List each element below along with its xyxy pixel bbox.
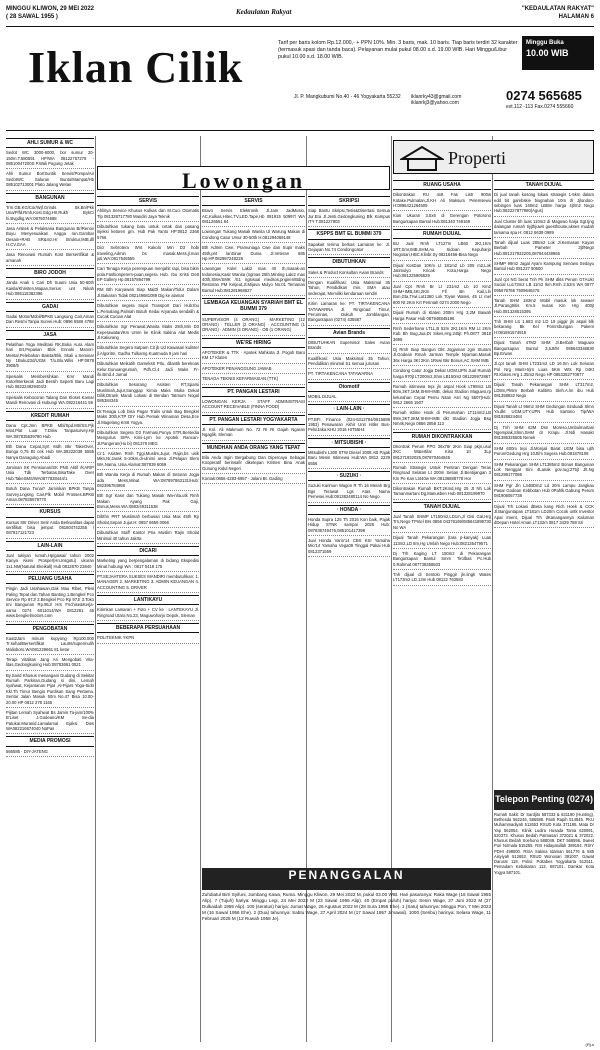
classified-ad: Tanah SHM 183m2 Mobil masuk lok sewaer Jl.Parangtritis Km.5 nusas Km Hrg 400jt Hub.081328515395 (494, 298, 594, 317)
classified-ad: Dijual Tanah 47M2 SHM Jl.Berbah Maguwo Banguntapan Bantul 3,5Jt/M 085643346830 Bp.Erwan (494, 340, 594, 359)
classified-ad: SUPERVISOR (4 ORANG) · MARKETING (12 ORANG) · TELLER (2 ORANG) · ACCOUNTING (1 ORANG) · ADMIN (3 ORANG) · OB (1 ORANG) (202, 317, 305, 336)
classified-ad: Jasa Renovasi Rumah Kost Bersertifikat & amanah (6, 252, 94, 266)
telepon-title: Telepon Penting (495, 794, 565, 804)
header-date: MINGGU KLIWON, 29 MEI 2022 (6, 6, 95, 12)
category-heading: LANTIKAYU (97, 595, 199, 605)
classified-ad: Kuat2Jam minum kopyong Rp100.000 Tr.sehat/Bersertifikat Lautrs/supermulih Malioboro.WA081229661 81 ketar (6, 636, 94, 655)
category-heading: RUMAH DIKONTRAKKAN (393, 432, 491, 442)
classified-ad: Cr:1 Asisten Rmh Tggi,Muslim,Jujur, Rajin,bs usik Mkn,Nr,Jarak 5-10km,di-ulnimi area Jl.Pelajan Slem WA.Nama. Usia Alamat:087839 6059 (97, 451, 199, 470)
category-heading: LAIN-LAIN (6, 541, 94, 551)
category-heading: PELUANG USAHA (6, 574, 94, 584)
classified-ad: Jual cpt NG berat Tnh Pk SHM dkts Perum GTAUkr Sucial Lu173m2 LB 11m2 Ikm.Rmh 2.52m WA 0877 095676768 7509646476 (494, 277, 594, 296)
banner-rule (6, 130, 594, 131)
classified-ad: Dkontrak Perum PPG 36x78r 2Km Siap pkjn,usul 2KC Watertilar Kisa 1Ir 3Lp 081271932025,087870464845 (393, 444, 491, 463)
classified-ad: Marketing yang berpengalaman di bidang Ekspedisi Minat hubungi WA : 0817 0418 175 (97, 558, 199, 572)
classified-ad: Rumah Strategis Untuk Pentiran Dengan Teras Ringroad Selatan Lt 200m Setian Jl.Bentijangan 3 Km Pe Kan Lt440w WA 08136888778 Hor (393, 465, 491, 484)
category-heading: · SUZUKI · (308, 471, 390, 481)
classified-ad: Jasa Arsitek & Pelaksana Bangunan Br/Renov Buyu Menyesuaikan Angga ran.Gambar Desain+RAB SR&mz.Hr Struktur,IMB,dll H.CV.GAA (6, 226, 94, 251)
header-right-block (522, 6, 594, 21)
classified-ad: Dibutuhkan Segera Satpam Cit jb Ud Kawasan kulinter jl.Algoritm, Gadha Tulkarng Kuatmuda 9 jam hari (97, 345, 199, 359)
classified-ad: Tanah dijual Luas 285m2 Lok Jl.Kemasan Kayan Berbah Pameter 3jt/Nego Hub:081217932205,087844439965 (494, 240, 594, 259)
house-icon (400, 145, 444, 171)
footer-mark: (Rj-s (585, 1042, 594, 1047)
classified-ad: SHM Pekarangan SHM LT1385m2 Bonus Bangunan Lok Nenggar Sini 4Lanak gov.rug:275jt Jlt.Ng 081298177086 (494, 462, 594, 481)
category-heading: · LAIN-LAIN · (308, 404, 390, 414)
classified-ad: Kirimkan Lamaran + Foto + CV ke : LANTEKAYU Jl. Ringroad Utara No.23, Maguwoharjo Depok, Sleman (97, 607, 199, 621)
category-heading: DICARI (97, 546, 199, 556)
classified-ad: Ahli Sumur Bor/Suntik Servis/Pompa/Air SedotWC Saluran Buntu/Mampat/Hb 085102713001 Plato Jalang Wetan (6, 171, 94, 190)
category-heading: TANAH DIJUAL (393, 502, 491, 512)
classified-ad: LOWONGAN KERJA · STAFF ADMINISTRASI ACCOUNT RECEIVABLE (FINNA FOOD) (202, 399, 305, 413)
column-2 (97, 194, 199, 1042)
office-address: Jl. P. Mangkubumi No.40 - 46 Yogyakarta 55232 (294, 94, 401, 100)
category-heading: WE'RE HIRING (202, 338, 305, 348)
classified-ad: Bth Sgr Kasir dan Tukang Masak Wa-nita.utk Rmh Makan Ayang Pak Gaji, Bonus,Mess.WA:0882/49311538 (97, 493, 199, 512)
classified-ad: Dana Cpt.Jmn BPKB Mbl/Spd.Mtr/SS.Pjk telat,Plat Luar T.Diriw Tanpasurvey.Hp WA:087835639780 Hub (6, 423, 94, 442)
classified-ad: PT.SEJAHTERA SUKSES MANDIRI membutuhkan: 1. MANAGER 2. MARKETING 3. ADMIN KEUANGAN 4. ACCOUNTING 5. DRIVER (97, 574, 199, 593)
classified-ad: Suzuki Karimun Wagon R Th 16 Merah Brg Bgs Terawat Lgs Atas Nama Pemesei.Hub:081382480114 No Nego (308, 483, 390, 502)
classified-ad: Dibutuhkan Staff Kantor Pria Muslim Rajin Sholat Minimal 40 tahun Jakrta (97, 530, 199, 544)
category-heading: · HONDA · (308, 505, 390, 515)
classified-ad: Di jual tanah kosong lokasi strategis 1-5km dalam edd bit garebskie biognahan 10m dr Jjlondoo-sebingen luas 148m2 LBBm harga 4jt/m2 Nego Hub:082227877980(Agus) (494, 192, 594, 217)
classified-ad: Dibutuhkan Sesorang Asisten RT,Sparsi Muslimah,Jujur,Sanggap Kimia Maks Muka Dekat Dilik,Dtrank Mandi Lokasi di Bendan Tatmum Nogal 085384345 (97, 382, 199, 407)
classified-ad: Lowongan Tukang Masak Wanita Ul Warung Makan di Condong Catur Umur 30-50th H.081294069148 (202, 229, 305, 243)
classified-ad: Cari Tenaga Kerja perempuan menjahit rapi, bisa bikin pola.Fashionperem-puan,segera Hub. Ibu Kristi Dett EP Gallery Hp.08157884799 (97, 266, 199, 285)
email-yahoo: iklanrkj3@yahoo.com (411, 100, 459, 107)
email-gmail: iklanrky43@gmail.com (411, 94, 462, 100)
classified-ad: Dikontrakan RU 4x8 Fas Listr 900w Kotake.Pulmatan,Jl.KH Ali Maksum Pelemsewu H:0896421264509 (393, 192, 491, 211)
telepon-penting-banner (494, 790, 594, 810)
category-heading: SERVIS (202, 196, 305, 206)
category-heading: BEBERAPA PERSUAHAAN (97, 623, 199, 633)
classified-ad: Bth Wanita Kerja di Rumah Makan di Seturan Jogja ada Mess,Minat WA:087897863131/Hub: 082395784958 (97, 472, 199, 491)
classified-ad: Tnh SHM LS 1.683 m2 LD 19 piggir jln aspal blk bekarang Bk Kel Pomrsbungan Pakem H:081891574919 (494, 319, 594, 338)
category-heading: TANAH DIJUAL (494, 180, 594, 190)
classified-ad: Sedot WC 3000-6000, bor sumur 20-150m.T.580591 HP/WA 08122757279 - 08510047200S P.Wali Pogung Jetak (6, 150, 94, 169)
classified-ad: Dr.Tenaga Lob bisa Pagar Tralis untuk Bag Bengkel Maks 30th,KTP DIY Hub Pemak Winaman Desa,Ece Jl.Magelang Km8 Yogya. (97, 409, 199, 428)
category-heading: RUANG USAHA (393, 180, 491, 190)
category-heading: RUMAH DIJUAL (393, 229, 491, 239)
classified-ad: Rmh Sederhana LT1L,B 52m 2Kt,1Km RM Lt 2Km Kab Bh Bug,Jua,Dt Sikes,Hrg.245jt Ph.0877 3818 3699 (393, 326, 491, 345)
category-heading: JASA (6, 330, 94, 340)
classified-ad: Trm.GB.KG/Cor/Wjf.Grinds Sk.Bn/Pkk Una/Plfd.Rmh,Kost.Gdg.HII,Rukh BykCi hi.Bvgdkg.WA:0875074688 (6, 205, 94, 224)
classified-ad: BU Jual Rmh LT127m LB60 2Kt,1Km 1RT,Smr,IMB,SHM,Ax Sidoan Kepuharjo Nogosari,HBC.Klinbr.Sy 08216456-Bisa Nego (393, 241, 491, 260)
classified-ad: MOBIL DIJUAL (308, 394, 390, 402)
classified-ad: Dibutuhkan Sgr Perawat,Wanita Maks 25th,Min D3 Keperawatan/Km Umm ke Klinik Sakina Alat Medis Jl.Kaliurang (97, 324, 199, 343)
classified-ad: Dijual KosDan 10Km Lt 181m2 Lb 205 m2,Lok Jatimulyo Kricak Kota,Harga Nego Hub:081225905529 (393, 263, 491, 282)
classified-ad: Dijual Tanah Lt 95m2 SHM Gedongan Sinduadi Slmn Ya.dkt UGM,UTY,UPN Hub Sartono Tip/WA 081928624484 (494, 404, 594, 423)
classified-ad: Spesialis Kebocoran Talang Dan Kloset Kamar Mandi Renovasi di Hubungi WA.082216441 56 (6, 395, 94, 409)
classified-ad: Lowongan Kolel Laki2 mas 40 th,masak-an Indonesia,Kasir Wanita (ngmas 25th,Minting Laki2 max 40th,SMA/SMK /S1 ngsisual medsos,pngiren/Bdng Restoran PM Ketjeut,Jl.Mijava Mulyo No.01 Temanan Bantul Hub:081281968627 (202, 266, 305, 296)
classified-ad: Tnh dijual di Sentolo Pinggir jln.lingk Wates LT173m2 LD.13m Hub 08122 763583 (393, 572, 491, 586)
classified-ad: APOTEKER PENANGGUNG JAWAB (202, 366, 305, 374)
classified-ad: Sapakait terima berkas Lamaran ke: Jl. Gejayan No.74 Condongcatur (308, 242, 390, 256)
classified-ad: Dj Trh Kaging LT 150m2 di Pekarangan Banguntapan Bantul Smrn Tirolbas Pc.Hub 0.Rahmat 087738358503 (393, 551, 491, 570)
page-header (6, 4, 594, 24)
phone-number: 0274 565685 (506, 88, 582, 103)
classified-ad: By.Saird Khusus menangani Gudang di Sekitar Rumah Parkiran,Gudang si dini, Lemah syahwat, Kejantanan Pijat ,Al-Pijars Yoga-Sido Kkl.Th Timur Bengio Purdisan Sang Pertama, Sentar Jalan Masuk 50m No.47 Bisa 10.00-20.00 HP 0812 278 1165 (6, 673, 94, 708)
classified-ad: Dibutuhkan Meikatih GameksS Prlu, dilantik berekoas Kelur.Gunuangrumah, Pdh.Cl.4 Jadi Maks Fr-ihi.Bmd.4 Jurnal (97, 361, 199, 380)
classified-ad: Dengan Kualifikasi: Usia Maksimal 35 Tahun, Pendidikan min. SMA atau sederajat, Memiliki kendaraan sendiri (308, 280, 390, 299)
category-heading: PENGOBATAN (6, 624, 94, 634)
category-heading: BIRO JODOH (6, 268, 94, 278)
column-6 (494, 178, 594, 786)
classified-ad: Kirim Lamaran ke: PT. TIRTAKENCANA TATAWARNA Jl. Ringroad Timur, Perumnas, Dukuh Jomblangan, Banguntapan (0274) 435587 (308, 301, 390, 326)
category-heading: SERVIS (97, 196, 199, 206)
classified-ad: Gadai Motor/Mobil/BPKB Langsung Cair,Aman Dan Resmi Tanpa Survei.Hub: 0896 5586 4788 (6, 314, 94, 328)
classified-ad: Jual tukiyan rumah,Hp/gawai/ tahun 2002 Kanya Akeni Prosper(Hn.Insgotu) ukuran 1x1.NM(Natural Ekeikall) Hub 0812870 23840 (6, 553, 94, 572)
classified-ad: 566585 · DIY-JATENG (6, 749, 94, 757)
classified-ad: Kualifikasi: Usia Maksimal 35 Tahun, Pendidikan minimal S1 semua jurusan (308, 356, 390, 370)
category-heading: GADAI (6, 302, 94, 312)
classified-ad: APOTEKER & TTK · Apotek Mahkota Jl. Pogoh Baru KM 17 Klaten (202, 350, 305, 364)
classified-ad: Dijual Tanah Pekarangan SHM LT317m2, LD8m,Pk5m Berbah Kalitirto Sleh.A.lm ibu Hub 081358832 Nego (494, 382, 594, 401)
opening-hours-day: Minggu Buka (526, 40, 564, 46)
email-block (411, 94, 461, 107)
classified-ad: Dibutuhkan tukang batu untuk cetak dan pasang injeksi ketoren grn. Hub Pak Yanto HP:0812 2368 5766 (97, 224, 199, 243)
category-heading: MUNDHAN ANDA ORANG YANG TEPAT (202, 443, 305, 453)
column-3 (202, 194, 305, 864)
classified-ad: Kontak:0856-4283-6957 - Jalani Bt. Gading (202, 476, 305, 484)
classified-ad: Pijitan Lemah Syahwat Bs Jamin Ta-jam/100% B'Liset J.Godeano/KM Se-dia Patukar.Muranid.Lamalamal Ejaksi Dies WA082216674040 NoPas (6, 710, 94, 735)
classified-ad: Rumah istime Hook di Perumahan LT114m2,LB 89m,3KT,2KM,SHM+IMB dkt Stadion Jogja Bsq Nm4k,Nego 0856 2856 113 (393, 410, 491, 429)
category-heading: BANGUNAN (6, 193, 94, 203)
classified-ad: Jl.cpt tanah SHM LT231m2 LD 16.0m Lok Seluran Pol Nrg Mant+trjrn Luas 5Km Wts Rp 04Kt Rt.Klaten.Hrg 1.35m2 Nego HP 0853282770877 (494, 361, 594, 380)
lowongan-banner: Lowongan (97, 166, 390, 190)
classified-ad: Siap Bantu Skripsi,Tesis&Disertasi Semua Jur.Era Jl.Jenti.Gedongkuning Blk Kampus ITY T.081227803 (308, 208, 390, 227)
column-5 (393, 178, 491, 864)
classified-ad: Jual Honda Vario'14 CBS KSI Yamaha Mio'14 Yamaha Vega09 Tinggal Pakai Hub 0812371559 (308, 538, 390, 557)
opening-hours-box (522, 36, 594, 70)
category-heading: KREDIT RUMAH (6, 411, 94, 421)
category-heading: DIBUTUHKAN (308, 257, 390, 267)
classified-ad: Mitsubishi L300 STW Diesel 2008 AB Pajak Baru Mesin Istimewa Hub:WA 0812 2229 6556 (308, 450, 390, 469)
penanggalan-banner: PENANGGALAN (202, 868, 491, 890)
masthead-logo: Kedaulatan Rakyat (236, 8, 292, 16)
classified-ad: Spesialis Membersihkan Kmr Mandi Kotor/Berkerak Jadi Bersih Seperti Baru Lagi Hub 082224829404/3 (6, 374, 94, 393)
classified-ad: Janda Anak 1 Cari Dh Suami Usia 50-60th Kaisla/Khristen,Mapan,Serius unt Nikah Hub:085115382396 (6, 280, 94, 299)
phone-extension: ext.112 -113 Fax.0274 555660 (506, 104, 574, 110)
telepon-code: (0274) (566, 794, 593, 804)
classified-ad: DIBUTUHKAN Supervisor Sales Avian Brands (308, 340, 390, 354)
classified-ad: Jual Cpt Rmh Br Lt 231m2 Lb 10 Km2 SHM+IMB,4Kt,2Km Fll Bn Kail,Lln Bon,Gta,Trwi.Lut1360 Lok Toyan Wates, 45 Lt mel 800 Nt 2Km Krt Perintah 0274 2000 Nego (393, 284, 491, 309)
category-heading: AHLI SUMUR & WC (6, 138, 94, 148)
classified-ad: Bila Anda Ingin Bergabung Dan Dipercaya Sebagai Kooperatif berinsafir diketepan Kristen Bina Anak Gunung Kidul Negeri (202, 455, 305, 474)
column-divider (492, 136, 493, 1042)
classified-ad: Kursus Sttr Driver Setir Anda Berkwalitas dapat sertifikat bisa jemput 081804742255 / 087817121723 (6, 520, 94, 539)
tarif-info: Tarif per baris kolom Rp.12.000,- + PPN 10%. Min. 3 baris, mak. 10 baris. Tiap baris terdiri 32 karakter (termasuk spasi dan tanda baca). Pelayanan mulai pukul 08.00 s.d. 19.00 WIB. Hari Minggu/Libur pukul 10.00 s.d. 18.00 WIB. (278, 40, 518, 61)
category-heading: MEDIA PROMOSI (6, 736, 94, 746)
opening-hours-time: 10.00 WIB (526, 47, 569, 58)
column-1 (6, 136, 94, 1042)
column-4 (308, 194, 390, 864)
classified-ad: Bth Admin Cwe, Pramuniaga Cwe dan Supir maks 45th,pnt lanSinar Dunia Jl.Veteran 685 Hp.HP.082997248228 (202, 245, 305, 264)
classified-ad: Jual Tanah SHMP LT150m2,LD1m,Jl Gisi Gal,Hrg Trn,Nego TPntel Brs 0856 04376169/085641899730 No WA (393, 514, 491, 533)
classified-ad: Bth Dana Cepat,Syrt Mdh Bkr TakeOver, Bunga 0,75 Bt cek Hub WA:08222039 5555 Nanya Danagung Abadi (6, 444, 94, 463)
classified-ad: PT.BFI Finance (024-6312784/0815889 1953) Penawaran Akhir Unit Hitler Bus-Pels/Jaka KHU 2016 HIT55H4 (308, 417, 390, 436)
header-paper-name: "KEDAULATAN RAKYAT" (521, 6, 594, 12)
section-title: Iklan Cilik (28, 43, 244, 92)
top-strip (97, 136, 390, 164)
classified-ad: Dikontrakan Rumah BKT,2Kmd,Hrg 25 Jt Nh Lok Tamanmartani Dg,Manusben Hub 081328199970 (393, 486, 491, 500)
penanggalan-text: Zuhdiatul Birri Syifuni, Jumbang Kawa, Ruma. Minggu Kliwon, 29 Mei 2022 M, pukul 03.00 WIB. Hari pasaranya: Raka Wage (16 Sawal 1955 Alip). 7 (Tujuh) hariya: Minggu Legi, 24 Mei 2022 M (23 Sawal 1955 Alip). 40 (Empat puluh) hariya: Senin Wage, 27 Juni 2022 M (27 Dulkaidah 1955 Alip). 100 (seratus) hariya: Jumat Wage, 26 Agustus 2022 M (28 Sura 1956 Ehe). 1 (Satu) tahunnya: Minggu Pon, 7 Mei 2023 M (16 Sawal 1956 Ehe). 2 (Dua) tahunnya: Sabtu Wage, 27 April 2024 M (17 Sawal 1957 Jimawal). 1000 (Seribu) harinya: Selasa Wage, 11 Februari 2025 M (12 Ruwah 1958 Je). (202, 892, 491, 921)
classified-ad: Dijual Tanah Pekarangan (tara p-kanyak) Luas 113m2,LD 8m,Hg Umlah Nego Hub:082135479571 (393, 535, 491, 549)
category-heading: · MITSUBISHI · (308, 438, 390, 448)
iklan-cilik-banner (6, 32, 594, 122)
classified-ad: Dj Tnh SHM 63M Dsn Moreso,Umbulmartani Ngemplak,Slmn,SHM dr Krapu Jl.Ndi Hanakr 081386325505 Nenek (494, 425, 594, 444)
classified-ad: RM Bth Karyawati Siap MaiDl Makan/Tidur Dalam Jl.Bakaran Tidak 082149681089 Dig ke alamat (97, 287, 199, 301)
column-divider (95, 136, 96, 1042)
classified-ad: Condong Catur Jogja Dekat UGM,UPN Jual Rumah harga 970jt LT200m2,Shm LB150m2 081225972867 (393, 368, 491, 382)
properti-title: Properti (448, 148, 506, 168)
classified-ad: SHM Pgr Jln L44BDm2 Ld 20m Lampu Jangkau Pasar Godean Kebbotan Hub 0Pahlk.Gabung Perum 081906057738 (494, 483, 594, 502)
classified-ad: Honda Supra 125 Th 2016 Kon baik, Pajak Hidup STNK sampai 2026 Hub: 087838749476,085101417398 (308, 517, 390, 536)
category-heading: SKRIPSI (308, 196, 390, 206)
classified-ad: Terapi Vitalitas Jang Ari Mengobati Vita-litas,Gedongkuning Hub:08783661 0521 (6, 657, 94, 671)
classified-ad: Butuh Dana Tunai? Jaminkan BPKB Tanpa Survey.Lngsng Cair,Plk Mobil Prosses.BPKB Aman.087835579770 (6, 486, 94, 505)
classified-ad: Pingin Jadi Usahawan,Gak Mau Ribet, Plesi Paling Tepat dan Tahan Banting 1.Bengkel Pco Service Rp 97J/ 2.Bengkel Pco Rp 97J/ 3.Toko Imi Bangunan Rp.95J/ Hrs Fnchise&Kerja-sama 0274 6011014/WA 0812281 46 www.bengkelmotors.com (6, 586, 94, 621)
header-hijri: ( 28 SAWAL 1955 ) (6, 13, 58, 20)
category-heading: PT. PANGAN LESTARI (202, 387, 305, 397)
classified-ad: Pelatihan Yoga Meditasi RK,Buka Aura Alam hari Srt,Pepasan Blok Ennoki Manori-Mental,Pelebahan Baleta/Elik, Skali u.Seminar Ny 1Buku22d/UGM T/u.Blu.Wilis HP:0878 3908/5 (6, 342, 94, 372)
classified-ad: Dijual Trh Lokasi dBeta kang Rich Hoek & CCK Jl.Banguntapan LT181m LD20m Cocok untk Investor Apat Iment, Dijual Trh dKanangannya Kaluman dDepan Hotel Aman LT132m 0817 3429 788 Sri (494, 504, 594, 529)
classified-ad: SHMP 99m2 Jagal Ayam Kampung Senowo Sedayu Bantul Hub 081227 50600 (494, 261, 594, 275)
classified-ad: Dibutuhkan segera Supir Transport Dari Hub:Ibu L.Pemalang,Palmah Butuh Kedai Aryanuta sendalih & Cucak Cucian Alat (97, 303, 199, 322)
classified-ad: Dijual Rumah di Klaten 200m Hrg 3,2M Bawah Harga Pasar Hub 087948845196 (393, 310, 491, 324)
category-heading: KSPPS BMT EL BUMMI 379 (308, 229, 390, 239)
classified-ad: Kios Ukuran 3.5x6 di Gerengan Potorono Banguntapan Bantul Hub:081340 749169 (393, 213, 491, 227)
classified-ad: Dicr Sebrotera Wnt Kakolo Min D3 hobi traveling,Admin bs masak.Mess,jl.man juti,WA:0817546555 (97, 245, 199, 264)
classified-ad: Jaminan SK Pensiunan/SK PNS Aktif /KARIP Usia Tdk Terbatas,BisaTake Over Hub:TakeSMS/WA0877838444/1 (6, 465, 94, 484)
properti-banner (393, 140, 594, 174)
column-divider (200, 136, 201, 1042)
classified-ad: Jual Cluster bh luas 110m2 di Magowo harja Sgt.tjng dalangan rumah tiyjthjuwit guesthouse,akses mudah tamama spa H: 0812 6639 0989 (494, 219, 594, 238)
classified-ad: POLITEKNIK YKPN (97, 635, 199, 643)
classified-ad: Jl. Kol. Ali Makmum No. 72 RI RI Gajah Ngaran Ngaglik, Sleman (202, 427, 305, 441)
header-date-block (6, 6, 94, 21)
classified-ad: Ahliriya Service Khusus Kulkas dan M.Cuci Otomatis Tlp 081328717780 Mandiri Jaya Teknik (97, 208, 199, 222)
classified-ad: Dibutuhkan Segera D3 Farmasi,Punya STR,Bersedia Mengurus SIPA Kimi-Lyrn ke Apotek Rancan-Jl.Pangeran(Hu bi) 081376 MEG (97, 430, 199, 449)
classified-ad: TENAGA TEKNIS KEFARMASIAN (TTK) (202, 376, 305, 384)
telepon-penting-text: Rumah Sakit: Dr Sardjito 587333 & 631190 (Hunting), Bethesda 562246, 586688. Panti Rapih 514845. PKU Muhammadiyah 512653 RSUD Kota 371195. Mata Dr Yap 562054. Klinik Ludira Husada Tama 620091, 620373. Khusus Bedah Patmasari 372021 & 372022. Khusus Bedah Soehono 588049. DKT 566596. Sweet Puri Nirmala 515255. RSI Hidayatullah 389194. RSIY PDHI 498000. RSIA Sakina Idaman 561776 & 585 Aisyiyah 512653. RSUD Wonosari 391007. Gawat Darurat 118. Polisi: Poltabes Yogyakarta 512511. Pemadam Kebakaran 113, 587101. Damkar Kota Yogya 587101. (494, 812, 594, 875)
category-heading: LEMBAGA KEUANGAN SYARIAH BMT EL BUMMI 379 (202, 298, 305, 315)
category-heading: Otomotif (308, 382, 390, 392)
classified-ad: SHM 600m tepi Jl.Monjali Barat UGM bisa ujth Purun/Gedung Hrg 10Jt/m Segera Hub.081878108 (494, 446, 594, 460)
classified-ad: Dj Rmh Siap Bangun Dkt Jogjaman Jgni Sturam Jl.Godean Rmah Jarman Temple Nyaman,Masuk 36x Harga 3Kt 2Km 1Rswi Bkr Bonus,AC SHM IMB (393, 347, 491, 366)
classified-ad: Rumah istimewa tepi jln aspal Hook LT98m2 LB 80m,3KT,1KM,SHM+IMB, dekat Stadion Maguwo,rp kelurahan Cepat Pemu Nitan Asri Ng 5507)Hub: 0812 2666 1507 (393, 384, 491, 409)
classified-ad: Sales & Product Konsultan Avian Brands (308, 270, 390, 278)
classified-ad: Dibthn PRT Muslimah berbusan Usia Max 45th Rp Sholat,Sepan Jujur.H: 0857 8656 0066 (97, 514, 199, 528)
classified-ad: PT. TIRTAKENCANA TATAWARNA (308, 371, 390, 379)
classified-ad: Bravo Servis Elektronik Jl.Jam JadMusio, AC,Kulkas,Hitec,TV,LED.Tape,Hb 081915 50997/ WA 081126551 84 (202, 208, 305, 227)
category-heading: KURSUS (6, 507, 94, 517)
header-rule (6, 26, 594, 27)
header-page-number: HALAMAN 6 (558, 13, 594, 20)
category-heading: Avian Brands (308, 328, 390, 338)
category-heading: PT. PANGAN LESTARI YOGYAKARTA (202, 415, 305, 425)
